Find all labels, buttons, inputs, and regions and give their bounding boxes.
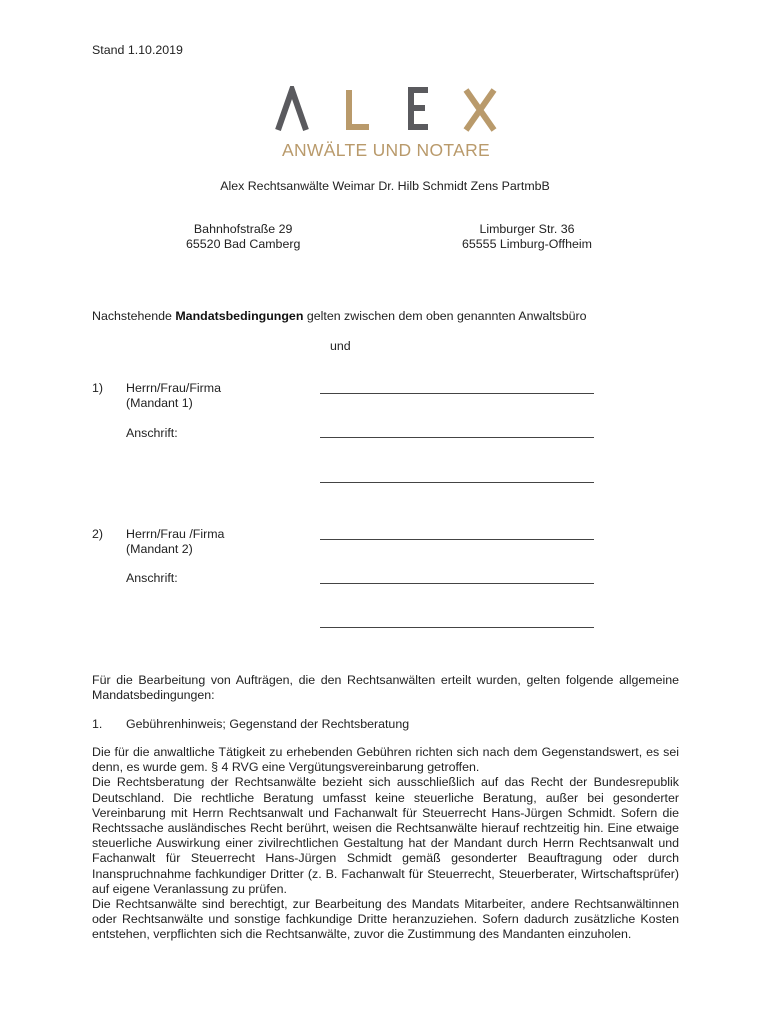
party-2-label-text: Herrn/Frau /Firma: [126, 527, 225, 541]
party-2-label: [126, 527, 224, 557]
section-1-paragraph-2: Die Rechtsberatung der Rechtsanwälte bezieht sich ausschließlich auf das Recht der Bundesrepublik Deutschland. Die rechtliche Beratung umfasst keine steuerliche Beratung, außer bei gesonderter Vereinbarung mit Herrn Rechtsanwalt und Fachanwalt für Steuerrecht Hans-Jürgen Schmidt. Sofern die Rechtssache ausländisches Recht berührt, weisen die Rechtsanwälte hierauf rechtzeitig hin. Eine etwaige steuerliche Auswirkung einer zivilrechtlichen Gestaltung hat der Mandant durch Herrn Rechtsanwalt und Fachanwalt für Steuerrecht Hans-Jürgen Schmidt gemäß gesonderter Beauftragung oder durch Inanspruchnahme fachkundiger Dritter (z. B. Fachanwalt für Steuerrecht, Steuerberater, Wirtschaftsprüfer) auf eigene Veranlassung zu prüfen.: [92, 775, 679, 896]
office-address-right: [462, 222, 592, 252]
intro-bold: Mandatsbedingungen: [175, 309, 304, 323]
logo-letter-x: [466, 90, 494, 130]
party-2-anschrift-label: Anschrift:: [126, 571, 178, 585]
section-1-paragraph-1: Die für die anwaltliche Tätigkeit zu erhebenden Gebühren richten sich nach dem Gegenstandswert, es sei denn, es wurde gem. § 4 RVG eine Vergütungsvereinbarung getroffen.: [92, 745, 679, 775]
section-1-paragraph-3: Die Rechtsanwälte sind berechtigt, zur Bearbeitung des Mandats Mitarbeiter, andere Rechtsanwältinnen oder Rechtsanwälte und sonstige fachkundige Dritte heranzuziehen. Sofern dadurch zusätzliche Kosten entstehen, verpflichten sich die Rechtsanwälte, zuvor die Zustimmung des Mandanten einzuholen.: [92, 897, 679, 942]
party-1-address-field-1[interactable]: [320, 437, 594, 438]
party-1-label: [126, 381, 221, 411]
alex-logo: [270, 86, 502, 164]
party-1-number: 1): [92, 381, 104, 395]
party-2-number: 2): [92, 527, 104, 541]
office-address-left: [186, 222, 300, 252]
intro-und: und: [330, 339, 351, 353]
office-right-city: 65555 Limburg-Offheim: [462, 237, 592, 252]
section-1-body: [92, 745, 679, 943]
section-1-number: 1.: [92, 717, 103, 731]
logo-letter-a: [278, 90, 306, 130]
office-left-street: Bahnhofstraße 29: [193, 222, 293, 236]
firm-name: Alex Rechtsanwälte Weimar Dr. Hilb Schmidt Zens PartmbB: [220, 179, 550, 193]
party-1-label-text: Herrn/Frau/Firma: [126, 381, 222, 395]
logo-letter-l: [349, 90, 369, 127]
party-1-anschrift-label: Anschrift:: [126, 426, 178, 440]
document-date: Stand 1.10.2019: [92, 43, 183, 57]
party-1-name-field[interactable]: [320, 393, 594, 394]
office-left-city: 65520 Bad Camberg: [186, 237, 301, 252]
party-1-sub: (Mandant 1): [126, 396, 193, 411]
party-2-address-field-2[interactable]: [320, 627, 594, 628]
party-2-name-field[interactable]: [320, 539, 594, 540]
intro-sentence: [92, 309, 587, 324]
party-1-address-field-2[interactable]: [320, 482, 594, 483]
intro-before: Nachstehende: [92, 309, 176, 323]
logo-subtitle: ANWÄLTE UND NOTARE: [282, 140, 490, 160]
office-right-street: Limburger Str. 36: [479, 222, 575, 236]
conditions-intro: Für die Bearbeitung von Aufträgen, die den Rechtsanwälten erteilt wurden, gelten folgende allgemeine Mandatsbedingungen:: [92, 673, 679, 703]
intro-after: gelten zwischen dem oben genannten Anwaltsbüro: [303, 309, 587, 323]
party-2-address-field-1[interactable]: [320, 583, 594, 584]
section-1-title: Gebührenhinweis; Gegenstand der Rechtsberatung: [126, 717, 410, 731]
party-2-sub: (Mandant 2): [126, 542, 193, 557]
logo-letter-e: [411, 90, 428, 127]
